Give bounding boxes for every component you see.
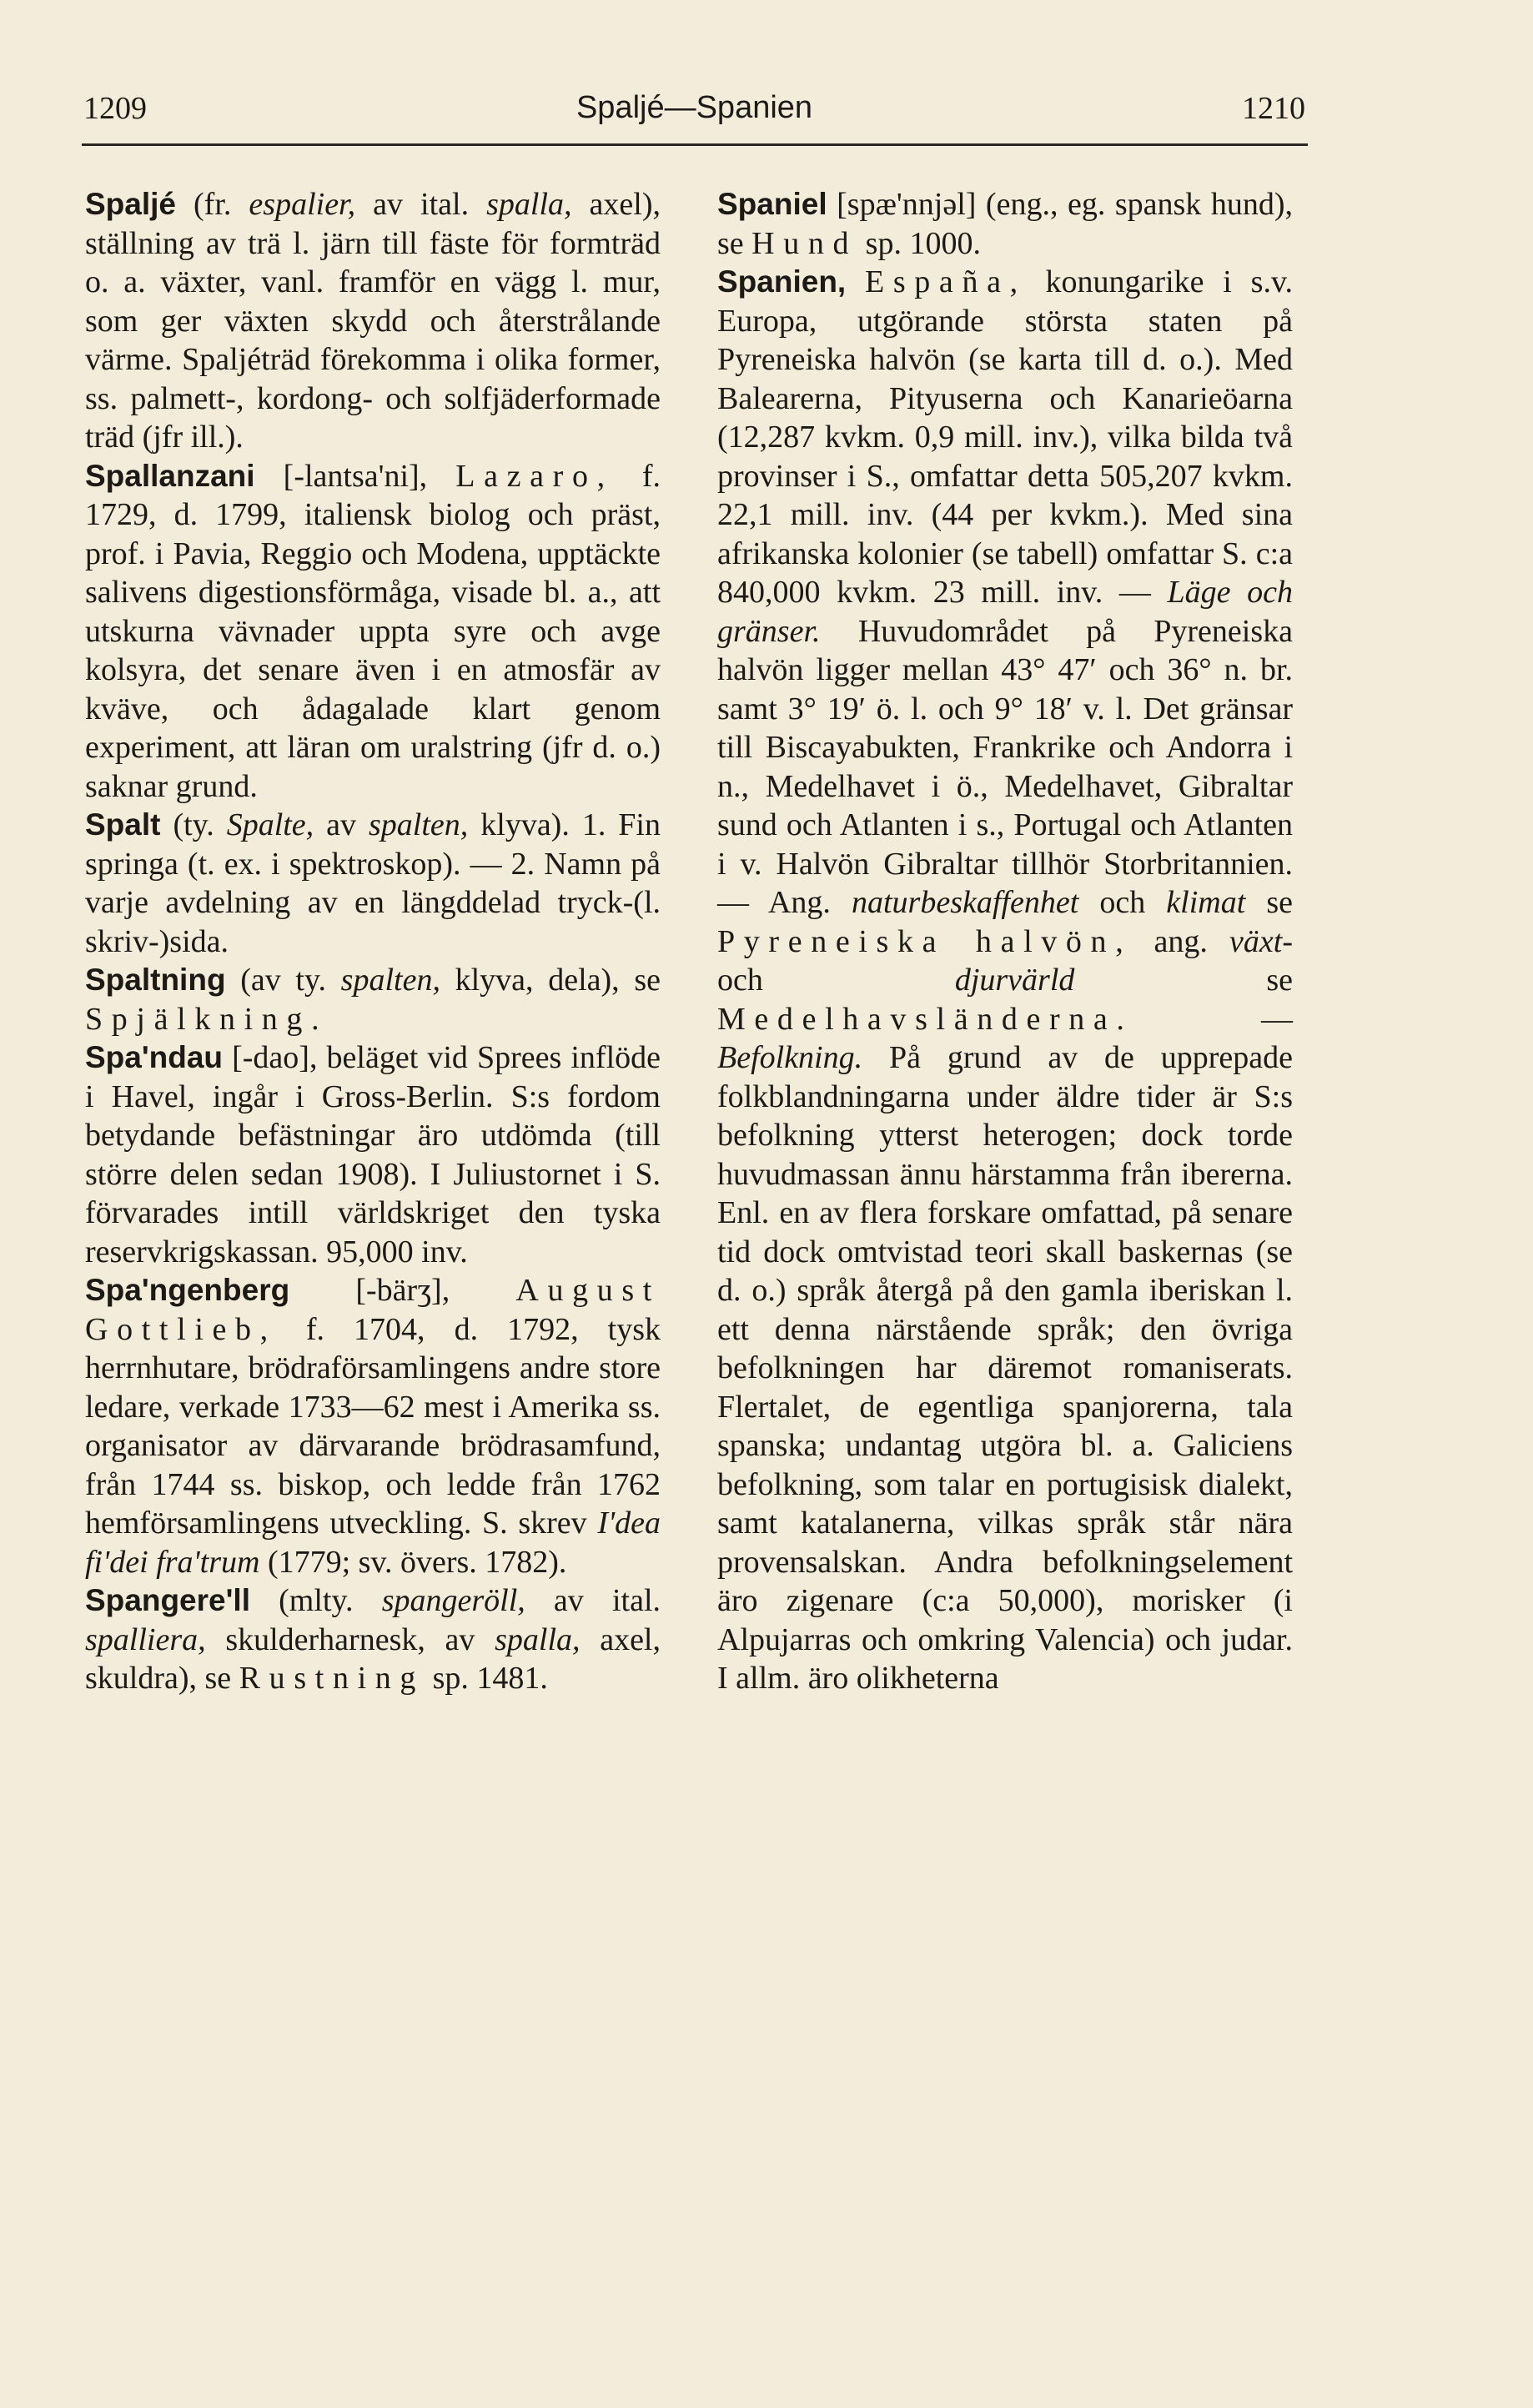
entry-text: [-lantsa'ni],	[254, 458, 456, 494]
entry-text: växt-	[1229, 923, 1293, 959]
dictionary-entry	[85, 457, 661, 807]
entry-text: I'dea fi'dei fra'trum	[85, 1506, 661, 1580]
entry-text: Befolkning.	[717, 1040, 863, 1075]
right-column	[717, 185, 1293, 1698]
dictionary-entry	[85, 185, 661, 457]
dictionary-entry	[85, 1581, 661, 1698]
entry-text: och	[1078, 885, 1167, 920]
entry-text: Hund	[751, 225, 858, 261]
entry-text: ang.	[1132, 923, 1230, 959]
dictionary-entry	[85, 1038, 661, 1271]
entry-text: av ital.	[355, 187, 487, 222]
entry-text: (ty.	[160, 807, 227, 842]
dictionary-entry	[85, 1271, 661, 1581]
entry-text: spalten,	[369, 807, 469, 842]
entry-text: djurvärld	[954, 963, 1075, 998]
entry-text: klimat	[1166, 885, 1246, 920]
entry-text: klyva). 1. Fin springa (t. ex. i spektroskop). — 2. Namn på varje avdelning av en längddelad tryck-(l. skriv-)sida.	[85, 807, 661, 959]
entry-text: axel), ställning av trä l. järn till fäste för formträd o. a. växter, vanl. framför en vägg l. mur, som ger växten skydd och återstrålande värme. Spaljéträd förekomma i olika former, ss. palmett-, kordong- och solfjäderformade träd (jfr ill.).	[85, 187, 661, 455]
dictionary-entry	[717, 263, 1293, 1698]
entry-text: spalliera,	[85, 1621, 206, 1657]
entry-text: spalla,	[495, 1621, 581, 1657]
page-header	[83, 90, 1305, 140]
entry-text: —	[1133, 1001, 1293, 1037]
entry-text: Medelhavsländerna.	[717, 1001, 1133, 1037]
entry-text: sp. 1481.	[425, 1661, 548, 1696]
entry-text: av ital.	[525, 1583, 661, 1618]
entry-text: och	[717, 963, 955, 998]
entry-headword: Spangere'll	[85, 1583, 250, 1617]
entry-text: Pyreneiska halvön,	[717, 923, 1133, 959]
entry-headword: Spa'ndau	[85, 1040, 224, 1074]
entry-text	[846, 264, 865, 299]
entry-text: axel, skuldra), se	[85, 1621, 661, 1696]
entry-text: av	[314, 807, 369, 842]
entry-headword: Spalt	[85, 807, 161, 842]
entry-text: spangeröll,	[381, 1583, 525, 1618]
entry-headword: Spaltning	[85, 963, 226, 997]
entry-text: f. 1704, d. 1792, tysk herrnhutare, brödraförsamlingens andre store ledare, verkade 1733—62 mest i Amerika ss. organisator av därvarande brödrasamfund, från 1744 ss. biskop, och ledde från 1762 hemförsamlingens utveckling. S. skrev	[85, 1311, 661, 1541]
dictionary-entry	[717, 185, 1293, 263]
entry-text: Lazaro,	[455, 458, 614, 494]
entry-text: se	[1245, 885, 1293, 920]
entry-text: Spjälkning.	[85, 1001, 329, 1037]
entry-text: se	[1074, 963, 1293, 998]
header-rule	[82, 143, 1308, 146]
entry-text: [-bärʒ],	[289, 1273, 516, 1308]
page-number-left: 1209	[83, 91, 147, 126]
entry-text: skulderharnesk, av	[205, 1621, 495, 1657]
entry-text: spalla,	[486, 187, 572, 222]
entry-text: Spalte,	[226, 807, 314, 842]
entry-text: sp. 1000.	[857, 225, 981, 261]
entry-text: espalier,	[249, 187, 356, 222]
entry-headword: Spa'ngenberg	[85, 1273, 290, 1307]
entry-text: (av ty.	[225, 963, 341, 998]
entry-text: (fr.	[176, 187, 249, 222]
entry-headword: Spanien,	[717, 264, 847, 299]
left-column	[85, 185, 661, 1698]
entry-headword: Spaljé	[85, 187, 176, 221]
entry-text: Rustning	[239, 1661, 425, 1696]
running-title: Spaljé—Spanien	[576, 90, 813, 125]
entry-text: naturbeskaffenhet	[851, 885, 1079, 920]
entry-text: konungarike i s.v. Europa, utgörande största staten på Pyreneiska halvön (se karta till d. o.). Med Balearerna, Pityuserna och Kanarieöarna (12,287 kvkm. 0,9 mill. inv.), vilka bilda två provinser i S., omfattar detta 505,207 kvkm. 22,1 mill. inv. (44 per kvkm.). Med sina afrikanska kolonier (se tabell) omfattar S. c:a 840,000 kvkm. 23 mill. inv. —	[717, 264, 1293, 610]
page-number-right: 1210	[1242, 91, 1305, 126]
entry-text: [-dao], beläget vid Sprees inflöde i Havel, ingår i Gross-Berlin. S:s fordom betydande befästningar äro utdömda (till större delen sedan 1908). I Juliustornet i S. förvarades intill världskriget den tyska reservkrigskassan. 95,000 inv.	[85, 1040, 661, 1269]
entry-text: [spæ'nnjəl] (eng., eg. spansk hund), se	[717, 187, 1293, 261]
entry-text: August Gottlieb,	[85, 1273, 661, 1347]
entry-text: España,	[865, 264, 1027, 299]
entry-headword: Spaniel	[717, 187, 827, 221]
entry-text: På grund av de upprepade folkblandningarna under äldre tider är S:s befolkning ytterst heterogen; dock torde huvudmassan ännu härstamma från ibererna. Enl. en av flera forskare omfattad, på senare tid dock omtvistad teori skall baskernas (se d. o.) språk återgå på den gamla iberiskan l. ett denna närstående språk; den övriga befolkningen har däremot romaniserats. Flertalet, de egentliga spanjorerna, tala spanska; undantag utgöra bl. a. Galiciens befolkning, som talar en portugisisk dialekt, samt katalanerna, vilkas språk står nära provensalskan. Andra befolkningselement äro zigenare (c:a 50,000), morisker (i Alpujarras och omkring Valencia) och judar. I allm. äro olikheterna	[717, 1040, 1293, 1696]
dictionary-entry	[85, 961, 661, 1038]
entry-text: spalten,	[340, 963, 440, 998]
entry-text: (1779; sv. övers. 1782).	[259, 1544, 567, 1580]
entry-text: (mlty.	[249, 1583, 382, 1618]
entry-text: f. 1729, d. 1799, italiensk biolog och präst, prof. i Pavia, Reggio och Modena, upptäckte salivens digestionsförmåga, visade bl. a., att utskurna vävnader uppta syre och avge kolsyra, det senare även i en atmosfär av kväve, och ådagalade klart genom experiment, att läran om uralstring (jfr d. o.) saknar grund.	[85, 458, 661, 804]
entry-text: klyva, dela), se	[440, 963, 661, 998]
entry-text: Läge och gränser.	[717, 575, 1293, 649]
entry-text: Huvudområdet på Pyreneiska halvön ligger mellan 43° 47′ och 36° n. br. samt 3° 19′ ö. l. och 9° 18′ v. l. Det gränsar till Biscayabukten, Frankrike och Andorra i n., Medelhavet i ö., Medelhavet, Gibraltar sund och Atlanten i s., Portugal och Atlanten i v. Halvön Gibraltar tillhör Storbritannien. — Ang.	[717, 613, 1293, 920]
entry-headword: Spallanzani	[85, 458, 255, 493]
dictionary-entry	[85, 806, 661, 961]
